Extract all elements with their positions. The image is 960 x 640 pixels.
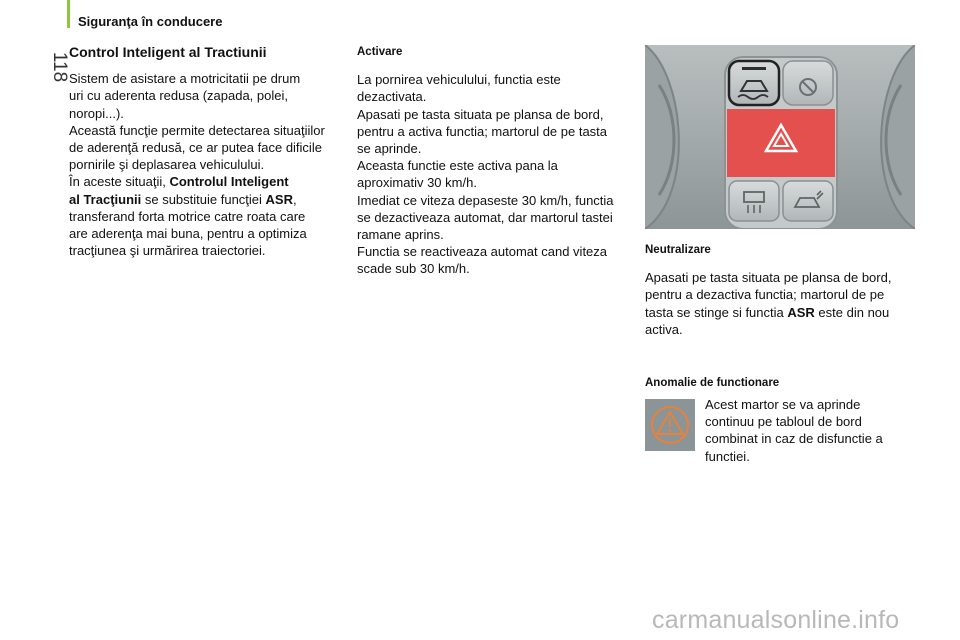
- neutralize-column: [645, 242, 915, 338]
- text-line: [69, 208, 349, 225]
- text-segment: Apasati pe tasta situata pe plansa de bord,: [645, 270, 892, 286]
- text-segment: Imediat ce viteza depaseste 30 km/h, functia: [357, 192, 614, 208]
- malfunction-heading: Anomalie de functionare: [645, 377, 780, 389]
- bold-text: Controlul Inteligent: [169, 174, 289, 190]
- text-line: [69, 105, 349, 122]
- text-line: [357, 209, 629, 226]
- text-line: [705, 396, 915, 413]
- text-segment: scade sub 30 km/h.: [357, 261, 470, 277]
- text-line: [357, 157, 629, 174]
- text-segment: se aprinde.: [357, 141, 422, 157]
- text-segment: tasta se stinge si functia: [645, 304, 788, 320]
- text-segment: Sistem de asistare a motricitatii pe drum: [69, 71, 301, 87]
- text-segment: Aceasta functie este activa pana la: [357, 158, 558, 174]
- header-accent-bar: [67, 0, 70, 28]
- text-segment: combinat in caz de disfunctie a: [705, 431, 883, 447]
- text-line: [357, 260, 629, 277]
- text-line: [357, 226, 629, 243]
- text-segment: se dezactiveaza automat, dar martorul tastei: [357, 209, 613, 225]
- section-title: Siguranţa în conducere: [78, 14, 223, 29]
- text-line: [69, 87, 349, 104]
- text-segment: uri cu aderenta redusa (zapada, polei,: [69, 88, 288, 104]
- text-line: [645, 321, 915, 338]
- text-line: [357, 192, 629, 209]
- text-segment: ramane aprins.: [357, 227, 444, 243]
- text-line: [705, 413, 915, 430]
- text-line: [357, 174, 629, 191]
- text-line: [705, 430, 915, 447]
- text-segment: pentru a dezactiva functia; martorul de pe: [645, 287, 885, 303]
- rear-defrost-key[interactable]: [729, 181, 779, 221]
- malfunction-paragraph: [705, 396, 915, 465]
- text-segment: ,: [293, 191, 297, 207]
- vehicle-function-key[interactable]: [783, 181, 833, 221]
- text-line: [69, 122, 349, 139]
- text-segment: pentru a activa functia; martorul de pe tasta: [357, 123, 608, 139]
- neutralize-heading: Neutralizare: [645, 244, 711, 256]
- bold-text: ASR: [787, 304, 815, 320]
- text-line: [357, 243, 629, 260]
- text-line: [69, 173, 349, 190]
- text-segment: Functia se reactiveaza automat cand viteza: [357, 244, 608, 260]
- text-line: [69, 225, 349, 242]
- text-line: [69, 242, 349, 259]
- text-segment: are aderenţa mai buna, pentru a optimiza: [69, 226, 307, 242]
- text-line: [645, 286, 915, 303]
- text-segment: transferand forta motrice catre roata care: [69, 208, 306, 224]
- text-line: [705, 448, 915, 465]
- text-line: [357, 88, 629, 105]
- activation-paragraph: [357, 71, 629, 277]
- text-segment: noropi...).: [69, 105, 124, 121]
- text-line: [69, 70, 349, 87]
- text-segment: activa.: [645, 321, 683, 337]
- text-segment: functiei.: [705, 448, 750, 464]
- dashboard-switch-panel-figure: [645, 45, 915, 229]
- text-segment: Această funcţie permite detectarea situaţiilor: [69, 122, 325, 138]
- text-segment: continuu pe tabloul de bord: [705, 414, 862, 430]
- text-line: [357, 106, 629, 123]
- text-line: [357, 71, 629, 88]
- text-segment: În aceste situaţii,: [69, 174, 170, 190]
- text-line: [357, 140, 629, 157]
- text-segment: Apasati pe tasta situata pe plansa de bord,: [357, 106, 604, 122]
- text-segment: aproximativ 30 km/h.: [357, 175, 477, 191]
- activation-column: [357, 44, 629, 278]
- neutralize-paragraph: [645, 269, 915, 338]
- watermark: carmanualsonline.info: [652, 606, 900, 634]
- traction-control-key[interactable]: [729, 61, 779, 105]
- text-line: [69, 191, 349, 208]
- disabled-function-key[interactable]: [783, 61, 833, 105]
- page-number: 118: [49, 51, 71, 83]
- warning-triangle-icon: [645, 399, 695, 451]
- intro-title: Control Inteligent al Tractiunii: [69, 44, 267, 60]
- text-segment: pornirile şi deplasarea vehiculului.: [69, 157, 265, 173]
- text-line: [357, 123, 629, 140]
- activation-heading: Activare: [357, 46, 403, 58]
- bold-text: al Tracţiunii: [69, 191, 142, 207]
- intro-paragraph: [69, 70, 349, 259]
- text-segment: tracţiunea şi urmărirea traiectoriei.: [69, 243, 266, 259]
- bold-text: ASR: [265, 191, 293, 207]
- text-line: [69, 156, 349, 173]
- text-segment: de aderenţă redusă, ce ar putea face dificile: [69, 140, 322, 156]
- text-line: [645, 269, 915, 286]
- text-segment: este din nou: [814, 304, 890, 320]
- text-segment: se substituie funcţiei: [141, 191, 266, 207]
- hazard-warning-key[interactable]: [727, 109, 835, 177]
- text-segment: La pornirea vehiculului, functia este: [357, 72, 561, 88]
- text-segment: Acest martor se va aprinde: [705, 397, 861, 412]
- text-line: [69, 139, 349, 156]
- text-line: [645, 304, 915, 321]
- text-segment: dezactivata.: [357, 89, 427, 105]
- intro-column: [69, 44, 349, 259]
